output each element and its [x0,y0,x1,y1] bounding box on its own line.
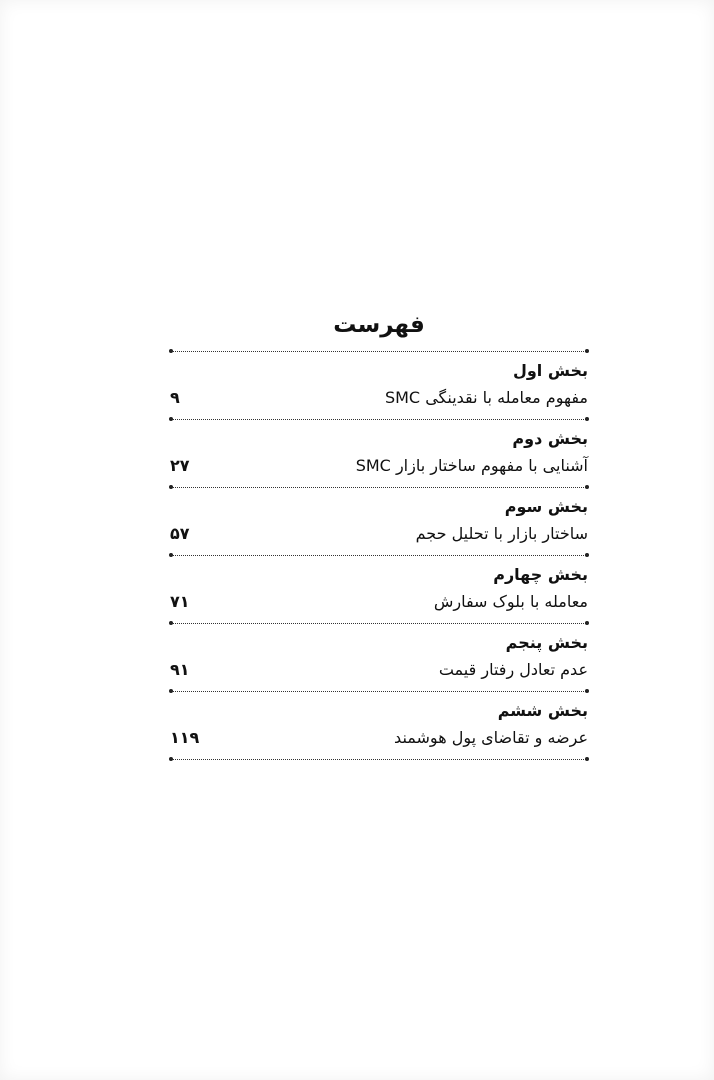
entry-page-number: ۷۱ [170,592,190,611]
section-heading: بخش سوم [504,497,588,516]
entry-page-number: ۹ [170,388,180,407]
section-heading: بخش اول [512,361,588,380]
entry-title: عرضه و تقاضای پول هوشمند [394,728,588,747]
section-heading: بخش چهارم [493,565,588,584]
divider [170,623,588,624]
entry-title: ساختار بازار با تحلیل حجم [415,524,588,543]
divider [170,759,588,760]
toc-section-6 [170,692,588,752]
entry-title: مفهوم معامله با نقدینگی SMC [384,388,588,407]
section-heading: بخش دوم [512,429,588,448]
table-of-contents [170,306,588,760]
entry-title: معامله با بلوک سفارش [433,592,588,611]
toc-entry[interactable] [170,656,588,684]
entry-page-number: ۱۱۹ [170,728,200,747]
toc-section-1 [170,352,588,412]
toc-section-5 [170,624,588,684]
entry-page-number: ۲۷ [170,456,190,475]
divider [170,555,588,556]
entry-page-number: ۹۱ [170,660,190,679]
toc-section-3 [170,488,588,548]
divider [170,351,588,352]
toc-section-4 [170,556,588,616]
entry-title: عدم تعادل رفتار قیمت [438,660,588,679]
toc-section-2 [170,420,588,480]
section-heading: بخش ششم [497,701,588,720]
divider [170,691,588,692]
toc-entry[interactable] [170,520,588,548]
toc-title: فهرست [333,312,425,338]
divider [170,487,588,488]
entry-page-number: ۵۷ [170,524,190,543]
toc-entry[interactable] [170,724,588,752]
toc-entry[interactable] [170,588,588,616]
divider [170,419,588,420]
toc-entry[interactable] [170,452,588,480]
entry-title: آشنایی با مفهوم ساختار بازار SMC [355,456,588,475]
toc-entry[interactable] [170,384,588,412]
section-heading: بخش پنجم [505,633,588,652]
